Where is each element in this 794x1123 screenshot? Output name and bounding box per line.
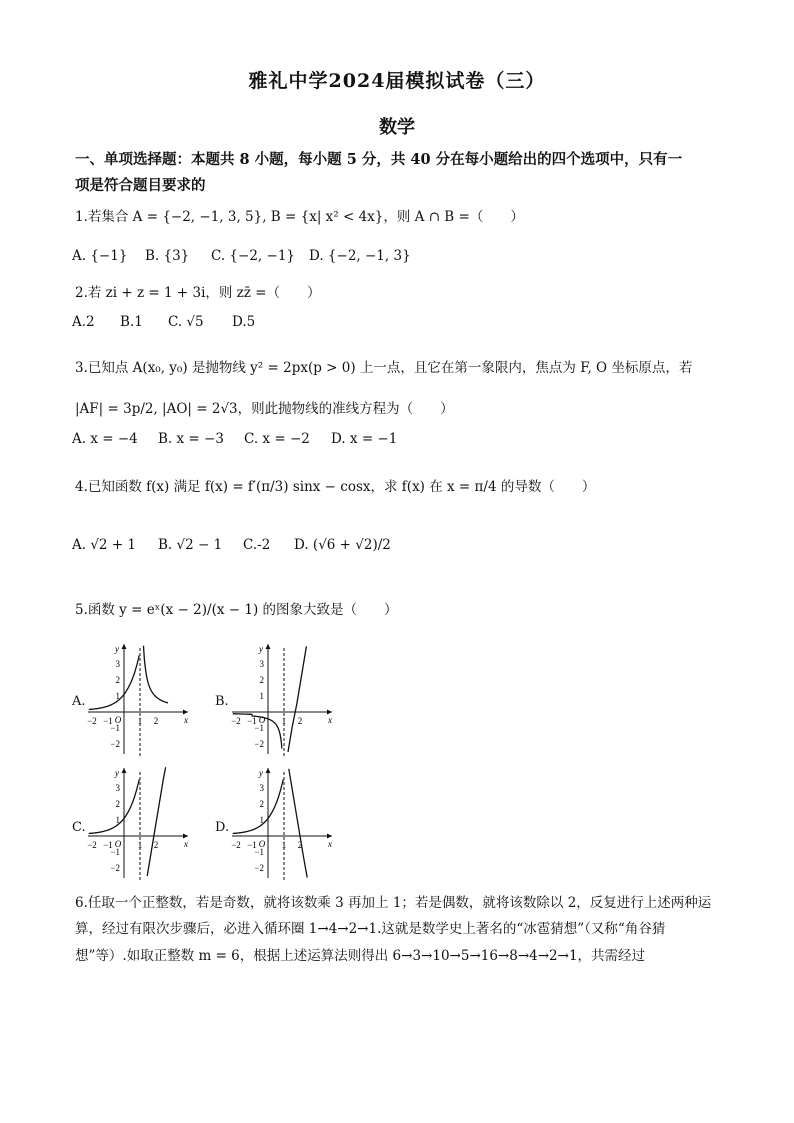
question-3-option-a: A. x = −4 <box>72 431 138 447</box>
y-axis-arrow <box>122 768 127 773</box>
y-tick-label: −2 <box>110 739 120 749</box>
x-axis-arrow <box>183 710 188 715</box>
y-axis-label: y <box>259 644 263 654</box>
question-3-stem-line2: |AF| = 3p/2, |AO| = 2√3，则此抛物线的准线方程为（ ） <box>75 401 454 417</box>
x-tick-label: −1 <box>247 716 257 726</box>
question-4-option-a: A. √2 + 1 <box>72 537 137 553</box>
x-tick-label: 1 <box>137 716 143 726</box>
x-axis-label: x <box>184 715 188 725</box>
graph-d <box>228 766 336 884</box>
graph-a <box>84 642 192 760</box>
x-tick-label: −2 <box>87 840 97 850</box>
y-tick-label: −2 <box>110 863 120 873</box>
x-tick-label: −1 <box>103 716 113 726</box>
question-5-stem: 5.函数 y = eˣ(x − 2)/(x − 1) 的图象大致是（ ） <box>75 602 398 618</box>
origin-label: O <box>258 715 266 725</box>
y-tick-label: −1 <box>110 723 120 733</box>
origin-label: O <box>114 715 122 725</box>
curve-right-branch <box>144 646 169 703</box>
curve-right-branch <box>288 646 306 752</box>
graph-c <box>84 766 192 884</box>
x-axis-arrow <box>327 710 332 715</box>
y-tick-label: −2 <box>254 863 264 873</box>
subject-title: 数学 <box>379 117 415 138</box>
curve-right-branch <box>289 769 307 878</box>
question-6-line3: 想”等）.如取正整数 m = 6，根据上述运算法则得出 6→3→10→5→16→8→4→2→1，共需经过 <box>75 948 646 964</box>
x-tick-label: −2 <box>231 840 241 850</box>
question-2-option-a: A.2 <box>72 314 95 330</box>
origin-label: O <box>258 839 266 849</box>
section-heading-line1: 一、单项选择题：本题共 8 小题，每小题 5 分，共 40 分在每小题给出的四个选项中，只有一 <box>75 151 683 168</box>
y-tick-label: 1 <box>259 691 264 701</box>
y-tick-label: −1 <box>110 847 120 857</box>
section-heading-line2: 项是符合题目要求的 <box>75 177 206 194</box>
question-2-stem: 2.若 zi + z = 1 + 3i，则 zz̄ =（ ） <box>75 285 321 301</box>
question-1-stem: 1.若集合 A = {−2, −1, 3, 5}, B = {x| x² < 4x}，则 A ∩ B =（ ） <box>75 209 524 225</box>
x-tick-label: 1 <box>281 716 287 726</box>
y-tick-label: −2 <box>254 739 264 749</box>
curve-left-branch <box>89 655 139 709</box>
question-6-line2: 算，经过有限次步骤后，必进入循环圈 1→4→2→1.这就是数学史上著名的“冰雹猜想”（又称“角谷猜 <box>75 921 666 937</box>
y-tick-label: 1 <box>259 815 264 825</box>
graph-b-label: B. <box>215 694 229 709</box>
curve-left-branch <box>233 779 283 833</box>
origin-label: O <box>114 839 122 849</box>
y-axis-label: y <box>259 768 263 778</box>
y-axis-label: y <box>115 644 119 654</box>
y-axis-arrow <box>266 768 271 773</box>
y-axis-label: y <box>115 768 119 778</box>
question-3-option-b: B. x = −3 <box>158 431 224 447</box>
graph-a-label: A. <box>72 694 86 709</box>
y-tick-label: 1 <box>115 815 120 825</box>
exam-title: 雅礼中学2024届模拟试卷（三） <box>248 70 546 92</box>
y-tick-label: −1 <box>254 723 264 733</box>
y-tick-label: 2 <box>259 675 264 685</box>
y-tick-label: 3 <box>259 783 264 793</box>
x-axis-label: x <box>328 839 332 849</box>
y-tick-label: 2 <box>115 675 120 685</box>
y-tick-label: 2 <box>115 799 120 809</box>
x-axis-arrow <box>327 834 332 839</box>
question-4-option-d: D. (√6 + √2)/2 <box>294 537 391 553</box>
question-1-option-c: C. {−2, −1} <box>211 248 295 264</box>
x-tick-label: −2 <box>87 716 97 726</box>
x-tick-label: 2 <box>153 716 159 726</box>
question-4-option-c: C.-2 <box>243 537 271 553</box>
x-tick-label: −2 <box>231 716 241 726</box>
question-3-option-d: D. x = −1 <box>331 431 398 447</box>
y-axis-arrow <box>266 644 271 649</box>
question-3-option-c: C. x = −2 <box>244 431 310 447</box>
x-tick-label: 2 <box>297 840 303 850</box>
question-4-option-b: B. √2 − 1 <box>158 537 223 553</box>
x-tick-label: 1 <box>281 840 287 850</box>
curve-right-branch <box>147 767 165 876</box>
graph-b <box>228 642 336 760</box>
y-tick-label: 3 <box>259 659 264 669</box>
y-tick-label: 3 <box>115 659 120 669</box>
question-3-stem-line1: 3.已知点 A(x₀, y₀) 是抛物线 y² = 2px(p > 0) 上一点，且它在第一象限内，焦点为 F, O 坐标原点，若 <box>75 360 693 376</box>
question-1-option-b: B. {3} <box>145 248 190 264</box>
y-tick-label: 1 <box>115 691 120 701</box>
x-tick-label: 2 <box>297 716 303 726</box>
question-2-option-c: C. √5 <box>168 314 204 330</box>
x-tick-label: −1 <box>247 840 257 850</box>
y-tick-label: 2 <box>259 799 264 809</box>
curve-left-branch <box>89 779 139 833</box>
x-tick-label: 2 <box>153 840 159 850</box>
y-tick-label: −1 <box>254 847 264 857</box>
graph-c-label: C. <box>72 820 86 835</box>
graph-d-label: D. <box>215 820 230 835</box>
y-axis-arrow <box>122 644 127 649</box>
question-1-option-a: A. {−1} <box>72 248 128 264</box>
x-tick-label: −1 <box>103 840 113 850</box>
x-axis-label: x <box>328 715 332 725</box>
question-6-line1: 6.任取一个正整数，若是奇数，就将该数乘 3 再加上 1；若是偶数，就将该数除以 2，反复进行上述两种运 <box>75 895 712 911</box>
x-axis-label: x <box>184 839 188 849</box>
y-tick-label: 3 <box>115 783 120 793</box>
question-4-stem: 4.已知函数 f(x) 满足 f(x) = f′(π/3) sinx − cosx，求 f(x) 在 x = π/4 的导数（ ） <box>75 479 596 495</box>
x-tick-label: 1 <box>137 840 143 850</box>
question-1-option-d: D. {−2, −1, 3} <box>309 248 411 264</box>
question-2-option-d: D.5 <box>232 314 256 330</box>
question-2-option-b: B.1 <box>120 314 143 330</box>
x-axis-arrow <box>183 834 188 839</box>
